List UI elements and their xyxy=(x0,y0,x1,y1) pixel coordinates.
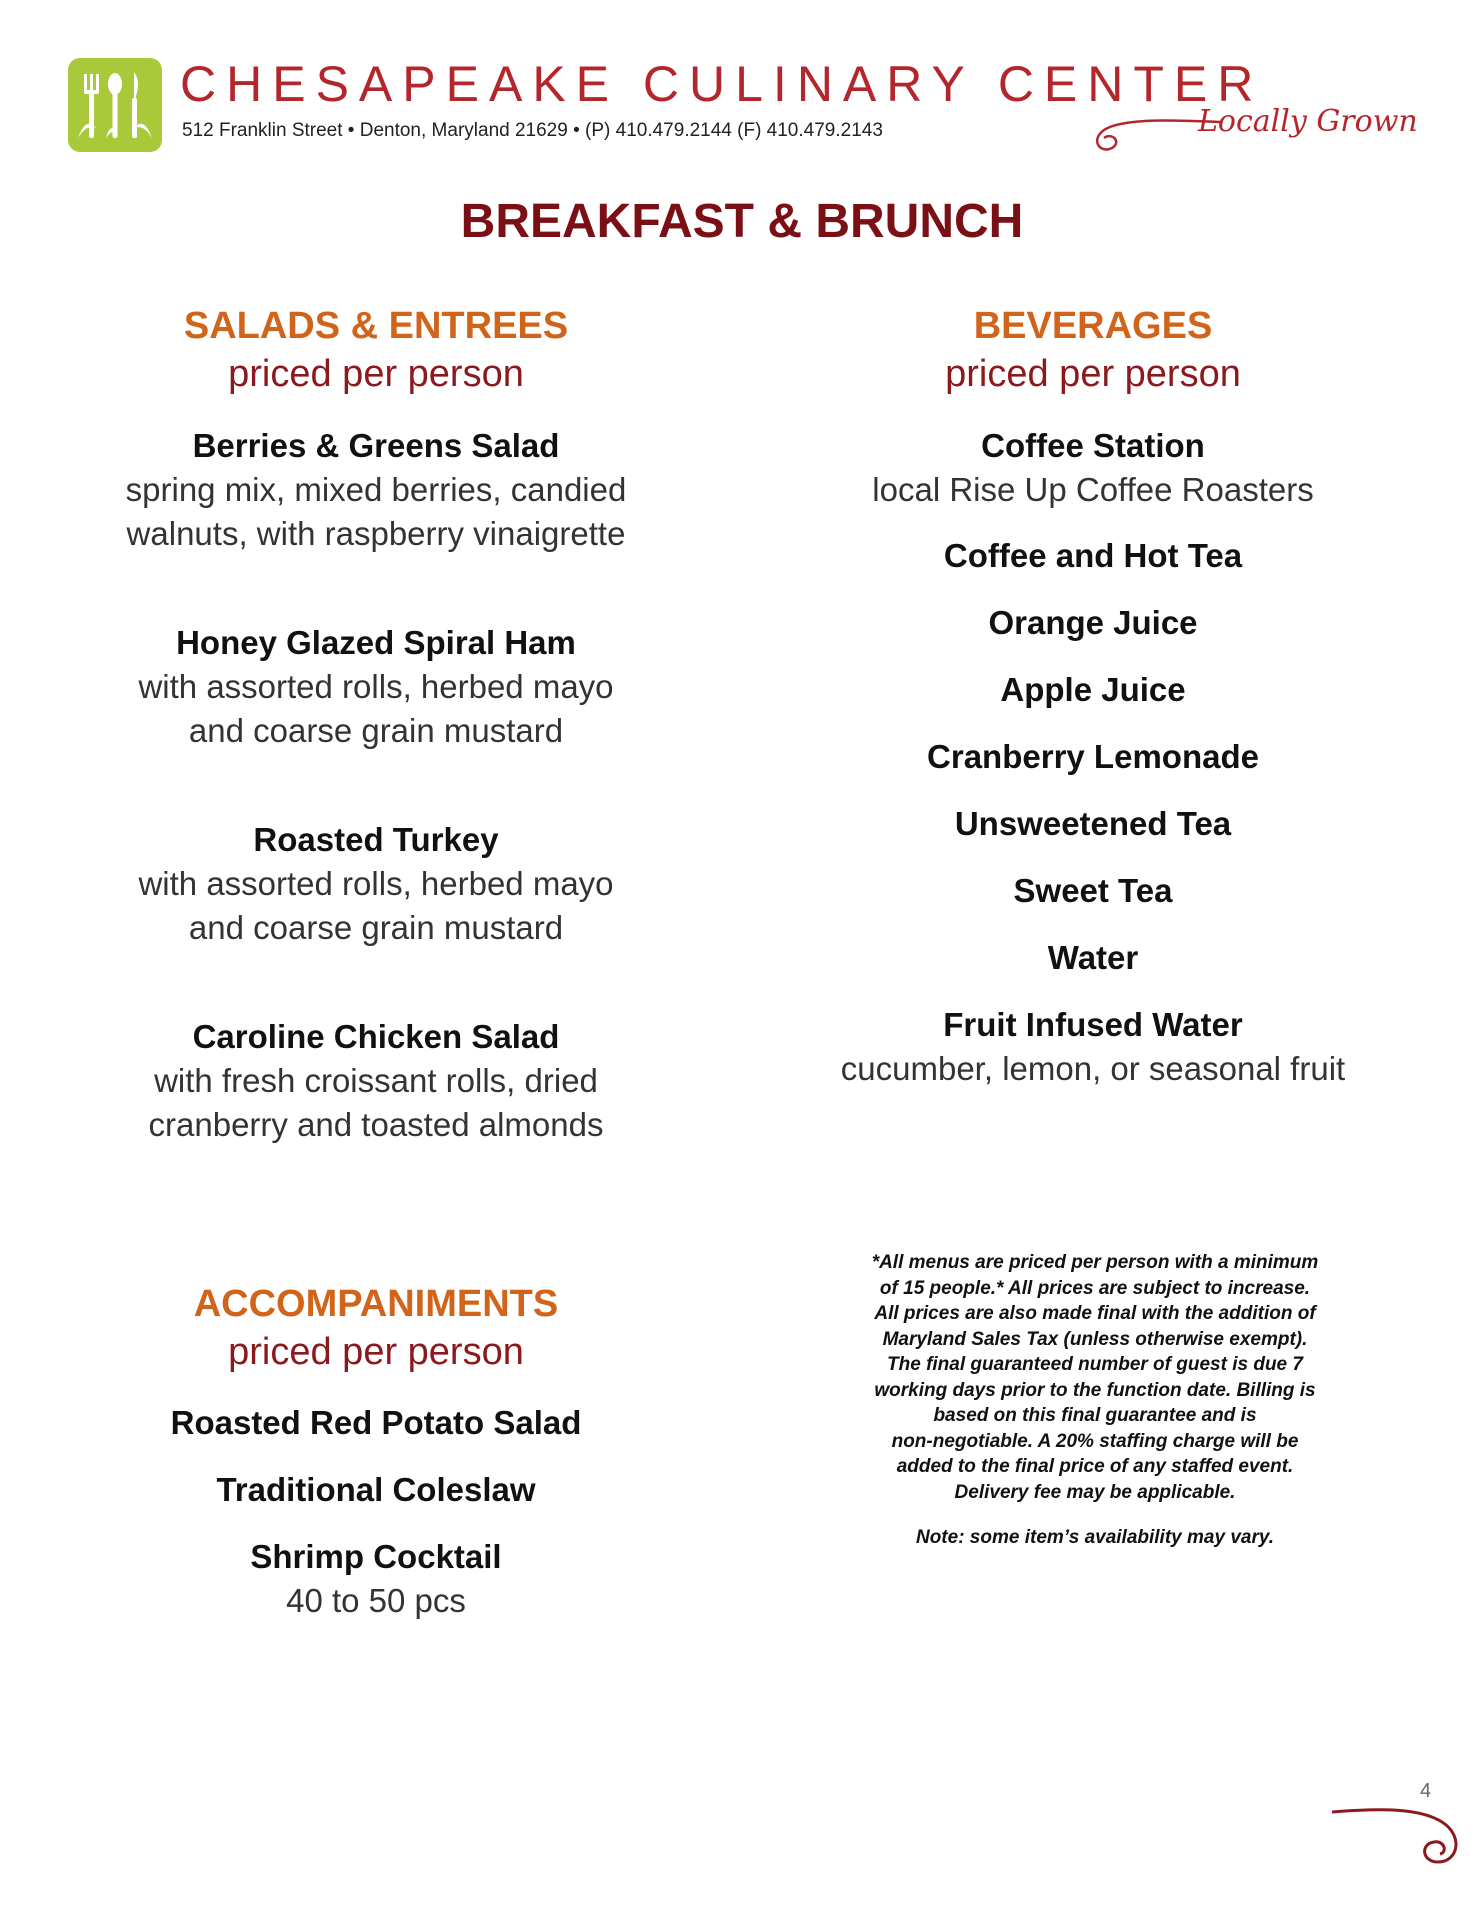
section-heading: BEVERAGES xyxy=(973,305,1213,347)
corner-swirl-icon xyxy=(1330,1800,1470,1880)
menu-item xyxy=(763,1003,1423,1091)
menu-item xyxy=(46,1015,706,1147)
item-description: spring mix, mixed berries, candied xyxy=(125,471,627,508)
item-name: Water xyxy=(1047,939,1139,976)
item-name: Cranberry Lemonade xyxy=(927,738,1259,775)
item-name: Honey Glazed Spiral Ham xyxy=(176,624,576,661)
item-description: cranberry and toasted almonds xyxy=(148,1106,604,1143)
item-description: walnuts, with raspberry vinaigrette xyxy=(126,515,626,552)
item-description: local Rise Up Coffee Roasters xyxy=(872,471,1314,508)
menu-item xyxy=(763,424,1423,512)
section-subheading: priced per person xyxy=(228,1331,524,1373)
item-description: and coarse grain mustard xyxy=(188,712,564,749)
note-line: Delivery fee may be applicable. xyxy=(954,1481,1236,1503)
address-line: 512 Franklin Street • Denton, Maryland 21629 • (P) 410.479.2144 (F) 410.479.2143 xyxy=(182,120,883,141)
item-name: Coffee Station xyxy=(981,427,1205,464)
section-subheading: priced per person xyxy=(945,353,1241,395)
utensils-plants-logo-icon xyxy=(68,58,162,152)
accompaniments-section xyxy=(46,1280,706,1376)
section-heading: ACCOMPANIMENTS xyxy=(193,1283,559,1325)
item-description: with fresh croissant rolls, dried xyxy=(154,1062,598,1099)
salads-section xyxy=(46,302,706,398)
menu-item xyxy=(46,818,706,950)
logo xyxy=(68,58,162,152)
item-description: with assorted rolls, herbed mayo xyxy=(138,865,614,902)
note-line: *All menus are priced per person with a minimum xyxy=(871,1252,1319,1273)
menu-item xyxy=(46,424,706,556)
item-name: Apple Juice xyxy=(1000,671,1186,708)
note-line: Maryland Sales Tax (unless otherwise exempt). xyxy=(882,1328,1308,1350)
item-name: Coffee and Hot Tea xyxy=(943,537,1243,574)
note-line: added to the final price of any staffed event. xyxy=(896,1456,1294,1477)
item-description: with assorted rolls, herbed mayo xyxy=(138,668,614,705)
note-line: All prices are also made final with the addition of xyxy=(874,1303,1316,1324)
tagline: Locally Grown xyxy=(1198,104,1418,139)
availability-note: Note: some item’s availability may vary. xyxy=(915,1527,1274,1548)
beverages-section xyxy=(763,302,1423,398)
item-name: Roasted Turkey xyxy=(253,821,499,858)
section-heading: SALADS & ENTREES xyxy=(183,305,569,347)
item-name: Roasted Red Potato Salad xyxy=(170,1404,582,1441)
note-line: of 15 people.* All prices are subject to increase. xyxy=(879,1277,1311,1299)
note-line: The final guaranteed number of guest is due 7 xyxy=(887,1354,1303,1375)
item-name: Unsweetened Tea xyxy=(954,805,1232,842)
note-line: based on this final guarantee and is xyxy=(933,1405,1257,1426)
item-name: Shrimp Cocktail xyxy=(250,1538,502,1575)
item-name: Sweet Tea xyxy=(1013,872,1173,909)
item-name: Traditional Coleslaw xyxy=(216,1471,536,1508)
item-name: Orange Juice xyxy=(988,604,1198,641)
page-title: BREAKFAST & BRUNCH xyxy=(460,195,1024,248)
note-line: non-negotiable. A 20% staffing charge will be xyxy=(891,1430,1299,1452)
menu-item xyxy=(46,1535,706,1623)
item-name: Caroline Chicken Salad xyxy=(192,1018,560,1055)
menu-item xyxy=(46,621,706,753)
note-line: working days prior to the function date. Billing is xyxy=(874,1379,1316,1401)
section-subheading: priced per person xyxy=(228,353,524,395)
item-name: Fruit Infused Water xyxy=(943,1006,1243,1043)
item-description: and coarse grain mustard xyxy=(188,909,564,946)
terms-note xyxy=(820,1250,1370,1505)
page-number: 4 xyxy=(1420,1780,1432,1802)
item-name: Berries & Greens Salad xyxy=(192,427,560,464)
brand-name: CHESAPEAKE CULINARY CENTER xyxy=(180,56,1264,112)
item-description: cucumber, lemon, or seasonal fruit xyxy=(840,1050,1346,1087)
item-description: 40 to 50 pcs xyxy=(286,1582,466,1619)
